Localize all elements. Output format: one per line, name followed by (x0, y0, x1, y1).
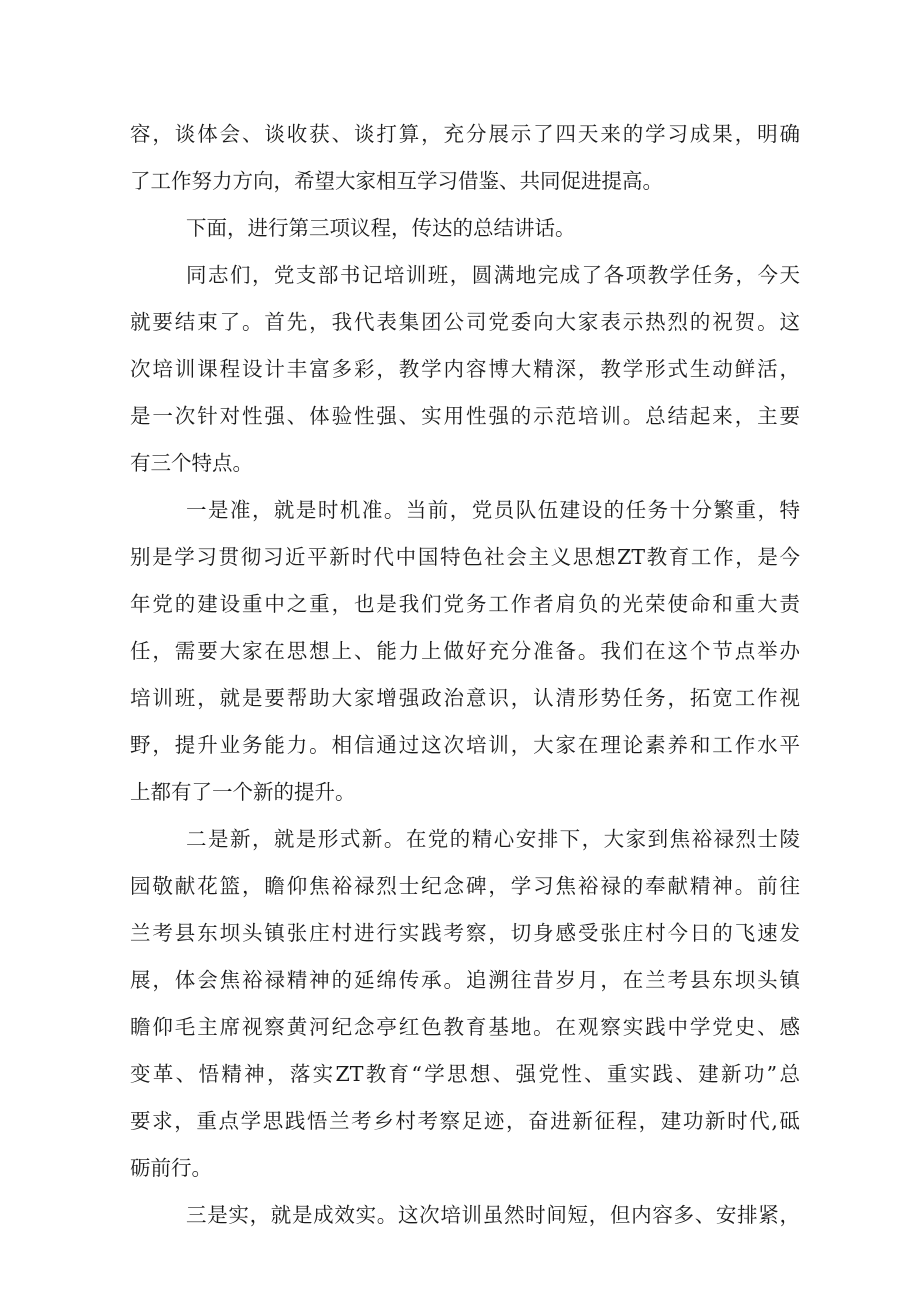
text-line: 变革、悟精神，落实ZT教育“学思想、强党性、重实践、建新功”总 (130, 1062, 800, 1086)
text-line: 就要结束了。首先，我代表集团公司党委向大家表示热烈的祝贺。这 (130, 310, 800, 334)
paragraph-6 (130, 1192, 800, 1239)
text-line: 容，谈体会、谈收获、谈打算，充分展示了四天来的学习成果，明确 (130, 122, 800, 146)
text-line: 是一次针对性强、体验性强、实用性强的示范培训。总结起来，主要 (130, 404, 800, 428)
text-line: 上都有了一个新的提升。 (130, 780, 356, 804)
text-line: 年党的建设重中之重，也是我们党务工作者肩负的光荣使命和重大责 (130, 592, 800, 616)
text-line: 瞻仰毛主席视察黄河纪念亭红色教育基地。在观察实践中学党史、感 (130, 1015, 800, 1039)
text-line: 培训班，就是要帮助大家增强政治意识，认清形势任务，拓宽工作视 (130, 686, 800, 710)
text-line: 了工作努力方向，希望大家相互学习借鉴、共同促进提高。 (130, 169, 663, 193)
paragraph-4 (130, 487, 800, 816)
text-line: 次培训课程设计丰富多彩，教学内容博大精深，教学形式生动鲜活， (130, 357, 800, 381)
text-line: 别是学习贯彻习近平新时代中国特色社会主义思想ZT教育工作，是今 (130, 545, 800, 569)
paragraph-1 (130, 111, 800, 205)
text-line: 三是实，就是成效实。这次培训虽然时间短，但内容多、安排紧， (186, 1203, 800, 1227)
text-line: 二是新，就是形式新。在党的精心安排下，大家到焦裕禄烈士陵 (186, 827, 800, 851)
text-line: 砺前行。 (130, 1156, 212, 1180)
text-line: 一是准，就是时机准。当前，党员队伍建设的任务十分繁重，特 (186, 498, 800, 522)
text-line: 园敬献花篮，瞻仰焦裕禄烈士纪念碑，学习焦裕禄的奉献精神。前往 (130, 874, 800, 898)
text-line: 有三个特点。 (130, 451, 253, 475)
paragraph-3 (130, 252, 800, 487)
text-line: 下面，进行第三项议程，传达的总结讲话。 (186, 216, 576, 240)
text-line: 兰考县东坝头镇张庄村进行实践考察，切身感受张庄村今日的飞速发 (130, 921, 800, 945)
text-line: 同志们，党支部书记培训班，圆满地完成了各项教学任务，今天 (186, 263, 800, 287)
text-line: 展，体会焦裕禄精神的延绵传承。追溯往昔岁月，在兰考县东坝头镇 (130, 968, 800, 992)
document-body (130, 111, 800, 1239)
paragraph-2 (130, 205, 800, 252)
text-line: 任，需要大家在思想上、能力上做好充分准备。我们在这个节点举办 (130, 639, 800, 663)
text-line: 野，提升业务能力。相信通过这次培训，大家在理论素养和工作水平 (130, 733, 800, 757)
paragraph-5 (130, 816, 800, 1192)
text-line: 要求，重点学思践悟兰考乡村考察足迹，奋进新征程，建功新时代,砥 (130, 1109, 800, 1133)
